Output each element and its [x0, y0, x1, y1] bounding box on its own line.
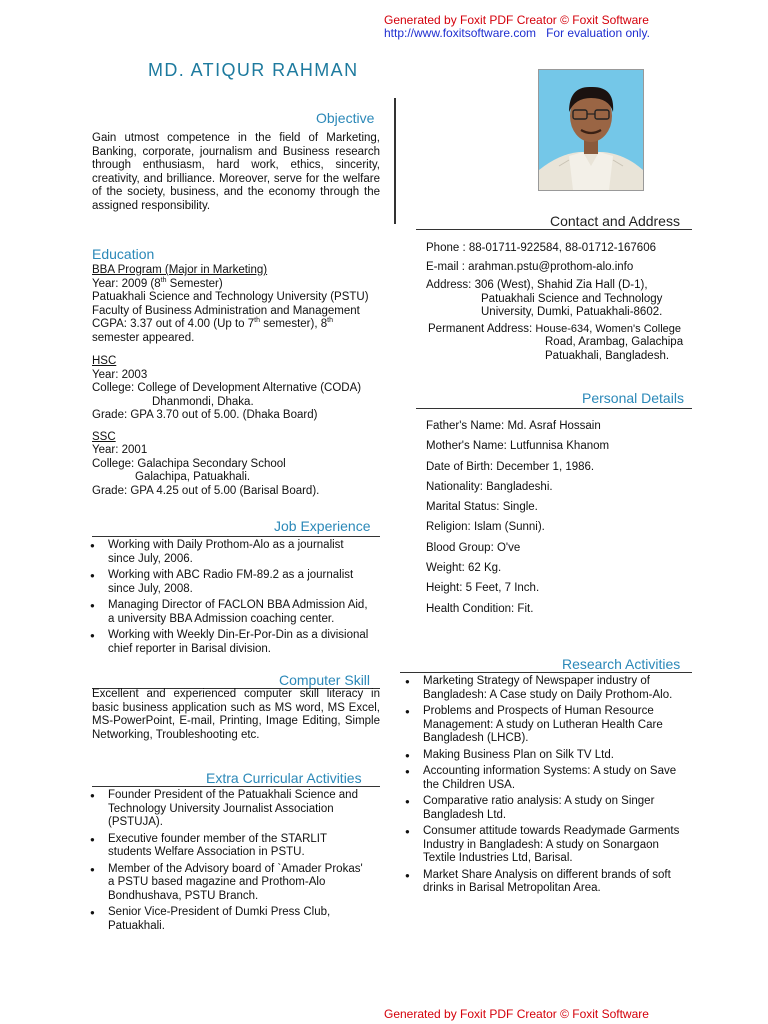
extra-item: ● Founder President of the Patuakhali Science and Technology University Journalist Association (PSTUJA). — [90, 789, 372, 830]
job-heading: Job Experience — [274, 518, 371, 534]
bba-university: Patuakhali Science and Technology University (PSTU) — [92, 291, 369, 303]
personal-row: Nationality: Bangladeshi. — [426, 480, 553, 493]
personal-row: Religion: Islam (Sunni). — [426, 521, 545, 534]
page-title: MD. ATIQUR RAHMAN — [148, 60, 359, 80]
personal-row: Height: 5 Feet, 7 Inch. — [426, 582, 540, 595]
hsc-year: Year: 2003 — [92, 368, 148, 381]
contact-divider — [416, 229, 692, 230]
extra-divider — [92, 786, 380, 787]
ssc-year: Year: 2001 — [92, 444, 148, 456]
bba-year: Year: 2009 (8th Semester) — [92, 276, 223, 290]
ssc-college-2: Galachipa, Patuakhali. — [135, 471, 251, 483]
hsc-college-2: Dhanmondi, Dhaka. — [152, 395, 254, 408]
bba-title: BBA Program (Major in Marketing) — [92, 264, 268, 276]
research-item: ● Consumer attitude towards Readymade Garments Industry in Bangladesh: A study on Sonargaon Textile Industries Ltd, Barisal. — [405, 825, 691, 866]
extra-item: ● Senior Vice-President of Dumki Press Club, Patuakhali. — [90, 906, 372, 933]
watermark-line: Generated by Foxit PDF Creator © Foxit Software — [384, 13, 649, 27]
ssc-college-1: College: Galachipa Secondary School — [92, 457, 286, 470]
contact-permanent-3: Patuakhali, Bangladesh. — [545, 349, 670, 362]
contact-phone: Phone : 88-01711-922584, 88-01712-167606 — [426, 242, 656, 254]
research-heading: Research Activities — [562, 656, 681, 672]
job-item: ● Working with ABC Radio FM-89.2 as a journalist since July, 2008. — [90, 569, 372, 596]
bba-cgpa-cont: semester appeared. — [92, 331, 195, 344]
research-divider — [400, 672, 692, 673]
research-item: ● Problems and Prospects of Human Resource Management: A study on Lutheran Health Care Bangladesh (LHCB). — [405, 705, 691, 746]
hsc-title: HSC — [92, 355, 117, 367]
research-item: ● Comparative ratio analysis: A study on Singer Bangladesh Ltd. — [405, 795, 691, 822]
personal-divider — [416, 408, 692, 409]
computer-heading: Computer Skill — [279, 672, 371, 688]
hsc-grade: Grade: GPA 3.70 out of 5.00. (Dhaka Board) — [92, 409, 318, 421]
contact-heading: Contact and Address — [550, 213, 680, 229]
ssc-grade: Grade: GPA 4.25 out of 5.00 (Barisal Board). — [92, 484, 320, 497]
contact-address-2: Patuakhali Science and Technology — [481, 292, 663, 305]
hsc-college-1: College: College of Development Alternative (CODA) — [92, 382, 362, 394]
computer-text: Excellent and experienced computer skill literacy in basic business application such as MS word, MS Excel, MS-PowerPoint, E-mail, Printing, Image Editing, Simple Networking, Troubleshooting etc. — [92, 688, 380, 741]
job-divider — [92, 536, 380, 537]
job-list — [90, 539, 372, 656]
contact-block — [426, 242, 706, 363]
contact-email[interactable]: E-mail : arahman.pstu@prothom-alo.info — [426, 260, 634, 273]
personal-heading: Personal Details — [582, 390, 684, 406]
research-item: ● Accounting information Systems: A study on Save the Children USA. — [405, 765, 691, 792]
extra-heading: Extra Curricular Activities — [206, 770, 362, 786]
research-item: ● Making Business Plan on Silk TV Ltd. — [405, 749, 691, 763]
personal-list — [426, 416, 696, 619]
research-list — [405, 675, 691, 896]
personal-row: Marital Status: Single. — [426, 501, 538, 514]
education-block — [92, 264, 392, 498]
personal-row: Date of Birth: December 1, 1986. — [426, 460, 595, 473]
job-item: ● Managing Director of FACLON BBA Admission Aid, a university BBA Admission coaching center. — [90, 599, 372, 626]
job-item: ● Working with Weekly Din-Er-Por-Din as a divisional chief reporter in Barisal division. — [90, 629, 372, 656]
objective-divider — [394, 98, 396, 224]
contact-address-3: University, Dumki, Patuakhali-8602. — [481, 306, 663, 318]
watermark-note: For evaluation only. — [546, 26, 650, 40]
bba-cgpa: CGPA: 3.37 out of 4.00 (Up to 7th semester), 8th — [92, 317, 333, 330]
contact-permanent-1: House-634, Women's College — [535, 322, 681, 335]
research-item: ● Market Share Analysis on different brands of soft drinks in Barisal Metropolitan Area. — [405, 869, 691, 896]
foxit-watermark-bottom — [384, 1008, 649, 1021]
contact-permanent-label: Permanent Address: — [428, 322, 533, 335]
personal-row: Mother's Name: Lutfunnisa Khanom — [426, 440, 610, 453]
education-heading: Education — [92, 246, 155, 262]
research-item: ● Marketing Strategy of Newspaper industry of Bangladesh: A Case study on Daily Prothom-Alo. — [405, 675, 691, 702]
ssc-title: SSC — [92, 430, 116, 443]
personal-row: Health Condition: Fit. — [426, 602, 534, 615]
personal-row: Father's Name: Md. Asraf Hossain — [426, 420, 601, 432]
watermark-line: Generated by Foxit PDF Creator © Foxit Software — [384, 1007, 649, 1021]
personal-row: Blood Group: O've — [426, 541, 521, 554]
contact-permanent-2: Road, Arambag, Galachipa — [545, 336, 684, 348]
profile-photo — [538, 69, 644, 191]
objective-text: Gain utmost competence in the field of Marketing, Banking, corporate, journalism and Business research through enthusiasm, hard work, ethics, sincerity, creativity, and brilliance. Moreover, serve for the welfare of the society, business, and the economy through the assigned responsibility. — [92, 132, 380, 212]
watermark-url[interactable]: http://www.foxitsoftware.com — [384, 26, 537, 40]
foxit-watermark-top — [384, 14, 650, 40]
job-item: ● Working with Daily Prothom-Alo as a journalist since July, 2006. — [90, 539, 372, 566]
extra-item: ● Executive founder member of the STARLIT students Welfare Association in PSTU. — [90, 833, 372, 860]
extra-list — [90, 789, 372, 933]
bba-faculty: Faculty of Business Administration and Management — [92, 304, 360, 317]
extra-item: ● Member of the Advisory board of `Amader Prokas' a PSTU based magazine and Prothom-Alo Bondhushava, PSTU Branch. — [90, 863, 372, 904]
objective-heading: Objective — [316, 110, 375, 126]
personal-row: Weight: 62 Kg. — [426, 562, 502, 575]
contact-address-1: Address: 306 (West), Shahid Zia Hall (D-1), — [426, 279, 648, 291]
